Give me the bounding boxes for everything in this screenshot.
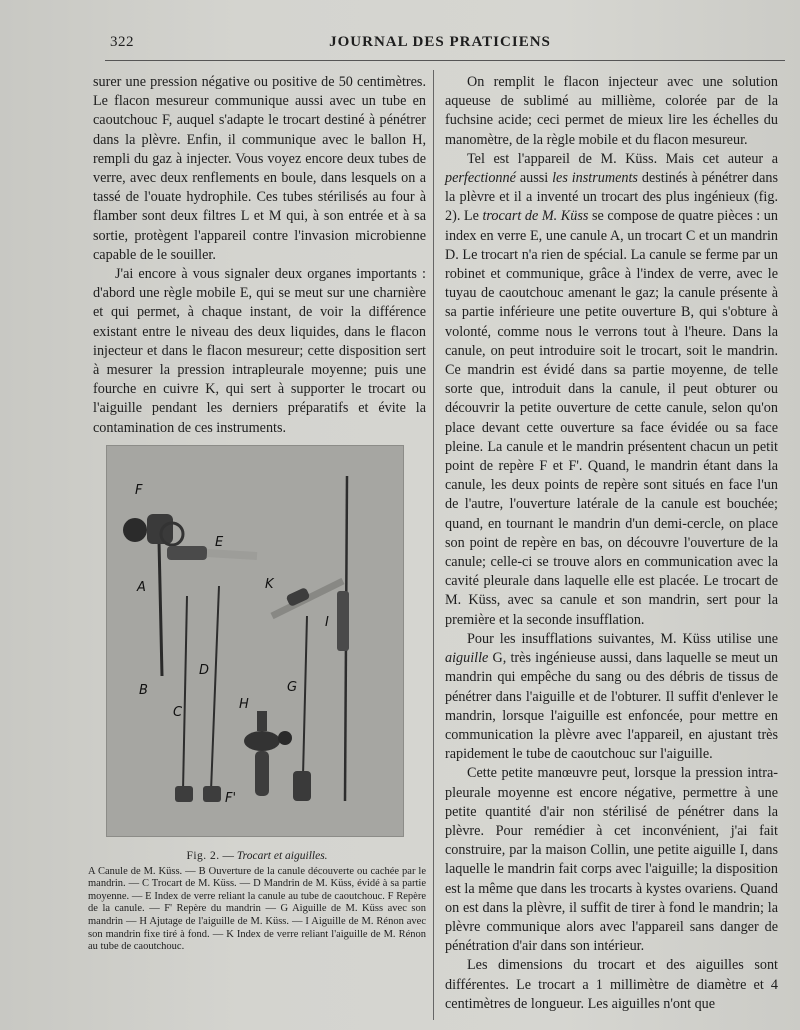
figure-letter-k: K bbox=[265, 577, 274, 592]
page-header bbox=[100, 34, 780, 56]
paragraph bbox=[445, 150, 778, 630]
adapter-head bbox=[244, 731, 280, 751]
emphasis: perfectionné bbox=[445, 170, 516, 187]
paragraph: Cette petite manœuvre peut, lorsque la pression intra-pleurale moyenne est encore négative, permettre à une petite quantité d'air non stérilisé de pénétrer dans la plèvre. Pour remédier à cet inconvénient, j'ai fait construire, par la maison Collin, une petite aiguille I, dans laquelle le mandrin fait corps avec l'aiguille; la disposition est la même que dans les trocarts à kystes ovariens. Quand on est dans la plèvre, il suffit de tirer à fond le mandrin; la plèvre communique alors avec l'appareil sans danger de pénétration d'air dans son intérieur. bbox=[445, 765, 778, 955]
column-divider bbox=[433, 70, 434, 1020]
figure-photo bbox=[106, 445, 404, 837]
figure-letter-g: G bbox=[287, 680, 298, 695]
trocart-handle bbox=[175, 786, 193, 802]
needle-i-barrel bbox=[337, 591, 349, 651]
instruments-illustration bbox=[107, 446, 403, 836]
right-column bbox=[445, 73, 778, 1014]
adapter-stem bbox=[257, 711, 267, 731]
text-run: Tel est l'appareil de M. Küss. Mais cet auteur a bbox=[467, 150, 778, 167]
figure-caption bbox=[88, 850, 426, 954]
figure-letter-b: B bbox=[139, 683, 148, 698]
journal-title: JOURNAL DES PRATICIENS bbox=[329, 34, 551, 50]
adapter-body bbox=[255, 751, 269, 796]
caption-title: Fig. 2. — Trocart et aiguilles. bbox=[186, 850, 328, 862]
emphasis: aiguille bbox=[445, 650, 489, 667]
text-run: G, très ingénieuse aussi, dans laquelle se meut un mandrin qui empêche du sang ou des débris de tissus de pénétrer dans l'aiguille et de l'obturer. Il suffit d'enlever le mandrin, lorsque l'aiguille est enfoncée, pour mettre en communication la plèvre avec l'appareil, en ajustant très rapidement le tube de caoutchouc sur l'aiguille. bbox=[445, 650, 778, 763]
figure-letter-i: I bbox=[325, 615, 329, 630]
text-run: aussi bbox=[515, 170, 553, 187]
needle-g-hub bbox=[293, 771, 311, 801]
figure-letter-f: F bbox=[135, 483, 143, 498]
figure-letter-f-prime: F' bbox=[225, 791, 237, 806]
paragraph: Les dimensions du trocart et des aiguilles sont différentes. Le trocart a 1 millimètre de diamètre et 4 centimètres de longueur. Les aiguilles n'ont que bbox=[445, 957, 778, 1012]
text-run: Pour les insufflations suivantes, M. Küss utilise une bbox=[467, 630, 778, 647]
figure-letter-a: A bbox=[137, 580, 146, 595]
figure-letter-h: H bbox=[239, 697, 249, 712]
figure-letter-e: E bbox=[215, 535, 224, 550]
paragraph: J'ai encore à vous signaler deux organes importants : d'abord une règle mobile E, qui se meut sur une charnière et qui permet, à chaque instant, de voir la différence existant entre le niveau des deux liquides, dans le flacon injecteur et dans le flacon mesureur; cette disposition sert à mesurer la pression intrapleurale moyenne; puis une fourche en cuivre K, qui sert à supporter le trocart ou l'aiguille pendant les derniers préparatifs et évite la contamination de ces instruments. bbox=[93, 266, 426, 436]
left-column bbox=[93, 73, 426, 438]
caption-title-text: Trocart et aiguilles. bbox=[236, 850, 328, 862]
glass-tube bbox=[207, 553, 257, 556]
adapter-key bbox=[278, 731, 292, 745]
paragraph: surer une pression négative ou positive de 50 centimètres. Le flacon mesureur communique aussi avec un tube en caoutchouc F, auquel s'adapte le trocart destiné à pénétrer dans la plèvre. Enfin, il communique avec le ballon H, rempli du gaz à injecter. Vous voyez encore deux tubes de verre, avec deux renflements en boule, dans lesquels on a tassé de l'ouate hydrophile. Ces tubes stérilisés au four à flamber sont deux filtres L et M qui, à son entrée et à sa sortie, protègent l'appareil contre l'invasion microbienne capable de le souiller. bbox=[93, 74, 426, 263]
paragraph bbox=[445, 630, 778, 764]
emphasis: les instruments bbox=[552, 170, 638, 187]
paragraph: On remplit le flacon injecteur avec une solution aqueuse de sublimé au millième, colorée par de la fuchsine acide; ceci permet de mieux lire les échelles du manomètre, de la règle mobile et du flacon mesureur. bbox=[445, 74, 778, 148]
glass-index-e bbox=[167, 546, 207, 560]
page-number: 322 bbox=[110, 34, 134, 50]
figure-letter-d: D bbox=[199, 663, 210, 678]
text-run: destinés à pénétrer dans la plèvre et il a inventé un trocart des plus ingénieux (fig. 2). Le bbox=[445, 170, 778, 225]
header-rule bbox=[105, 60, 785, 61]
figure-letter-c: C bbox=[173, 705, 183, 720]
emphasis: trocart de M. Küss bbox=[482, 208, 589, 225]
stopcock-body bbox=[147, 514, 173, 544]
stopcock-key bbox=[123, 518, 147, 542]
caption-body: A Canule de M. Küss. — B Ouverture de la canule découverte ou cachée par le mandrin. — C Trocart de M. Küss. — D Mandrin de M. Küss, évidé à sa partie moyenne. — E Index de verre reliant la canule au tube de caoutchouc. F Repère de la canule. — F' Repère du mandrin — G Aiguille de M. Küss avec son mandrin — H Ajutage de l'aiguille de M. Küss. — I Aiguille de M. Rénon avec son mandrin fixe tiré à fond. — K Index de verre reliant l'aiguille de M. Rénon au tube de caoutchouc. bbox=[88, 865, 426, 953]
caption-label: Fig. 2. bbox=[186, 850, 220, 862]
mandrin-handle bbox=[203, 786, 221, 802]
text-run: se compose de quatre pièces : un index en verre E, une canule A, un trocart C et un mandrin D. Le trocart n'a rien de spécial. La canule se ferme par un robinet et communique, grâce à l'index de verre, avec le tuyau de caoutchouc amenant le gaz; la canule présente à sa partie inférieure une petite ouverture B, qui s'obture à volonté, comme nous le verrons tout à l'heure. Dans la canule, on peut introduire soit le trocart, soit le mandrin. Ce mandrin est évidé dans sa partie moyenne, de telle sorte que, introduit dans la canule, il peut obturer ou découvrir la petite ouverture de cette canule, selon qu'on place devant cette ouverture sa face évidée ou sa face pleine. La canule et le mandrin présentent chacun un petit point de repère F et F'. Quand, le mandrin étant dans la canule, les deux points de repère sont situés en face l'un de l'autre, l'ouverture latérale de la canule est bouchée; quand, en tournant le mandrin d'un demi-cercle, on place son point de repère en bas, on découvre l'ouverture de la canule; celle-ci se trouve alors en communication avec la cavité pleurale dans laquelle elle est placée. Le trocart de M. Küss, avec sa canule et son mandrin, sert pour la première et la seconde insufflation. bbox=[445, 208, 778, 628]
